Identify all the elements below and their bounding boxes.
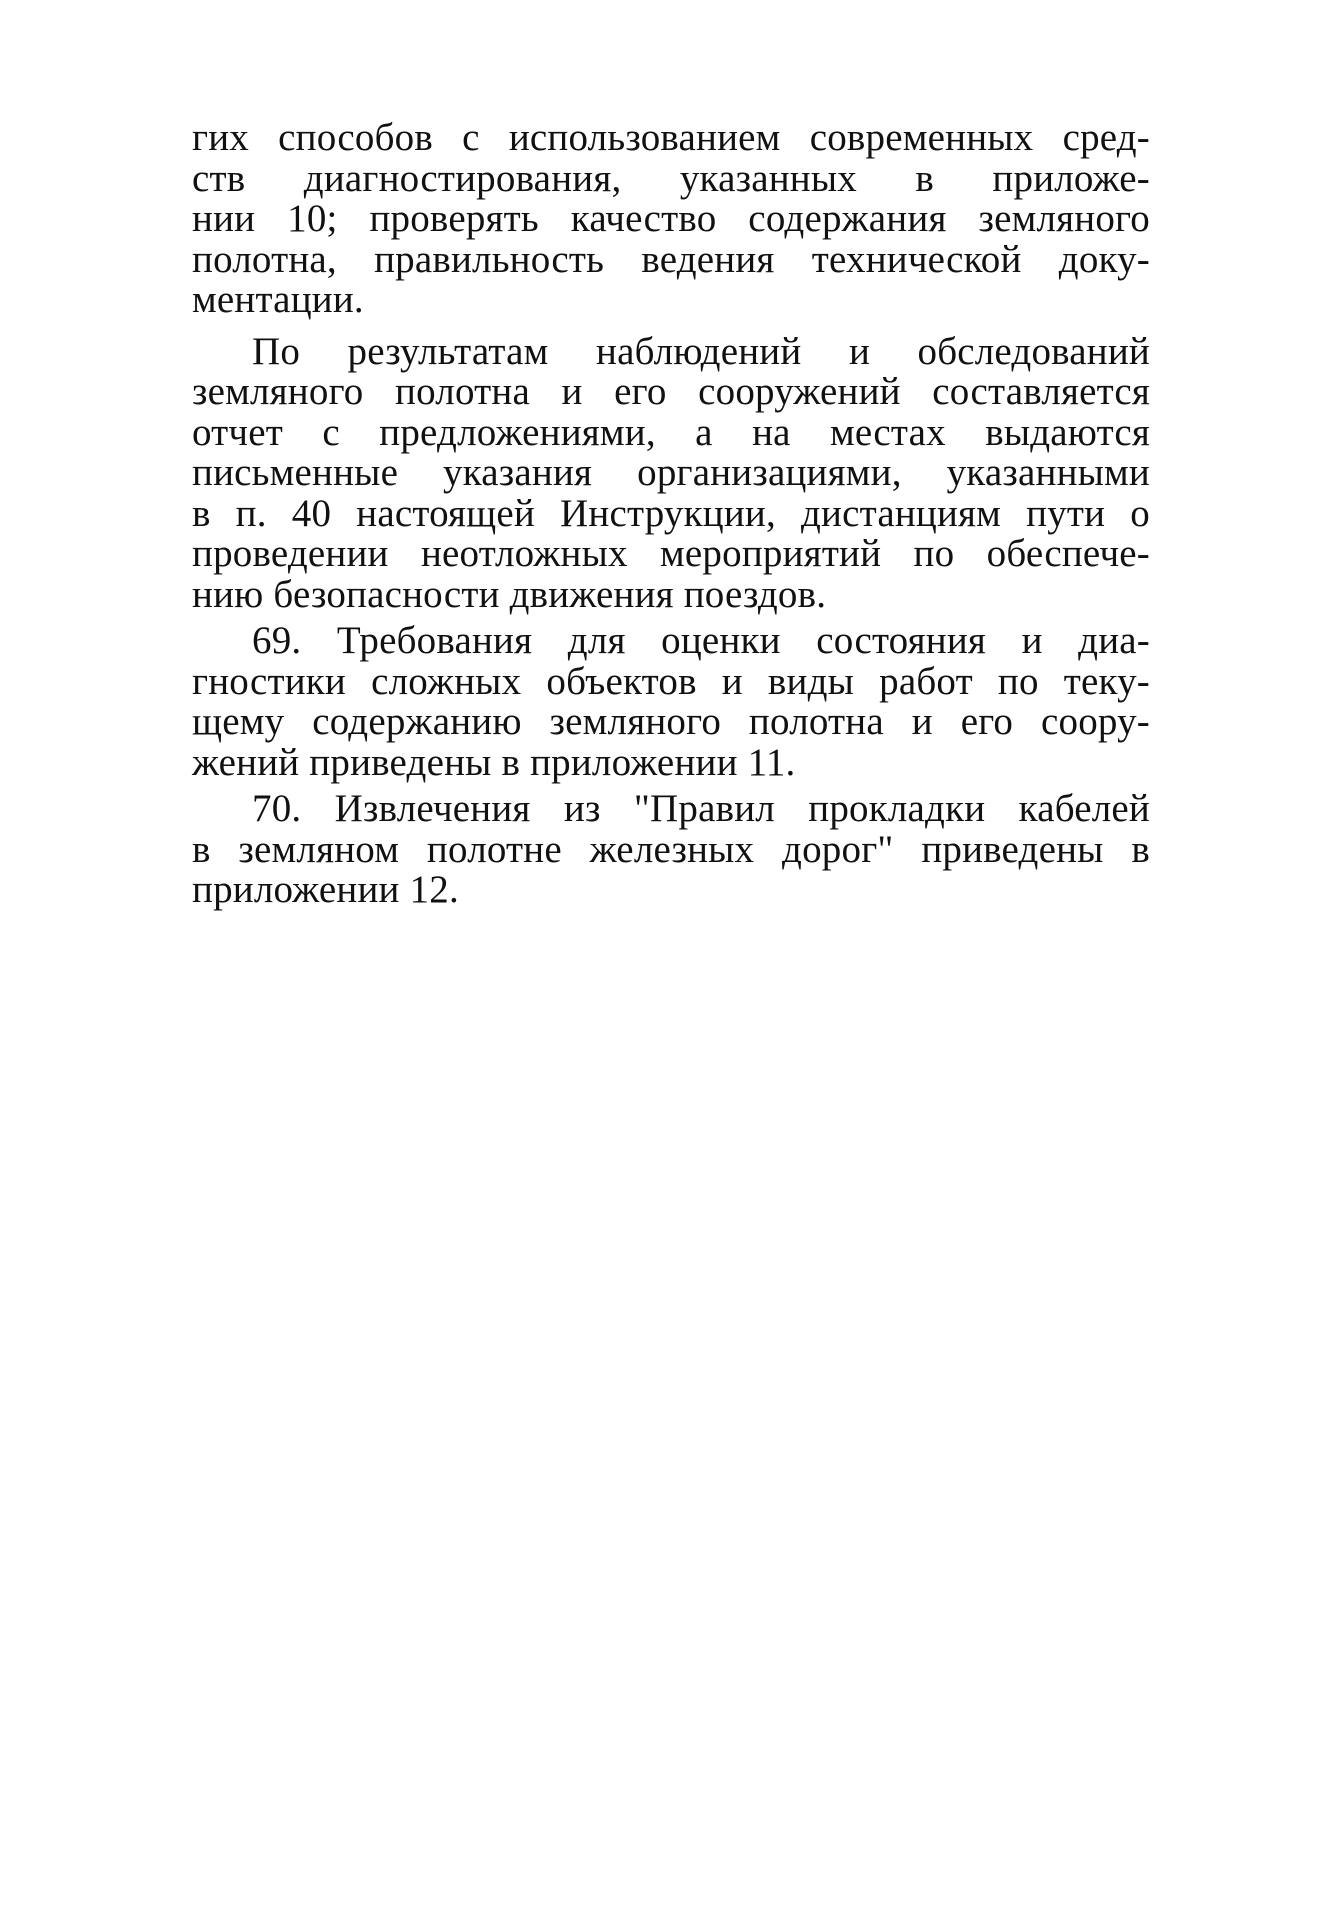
text-line: гностики сложных объектов и виды работ по теку- <box>192 659 1150 703</box>
paragraph-results <box>192 329 1150 616</box>
text-line: жений приведены в приложении 11. <box>192 740 796 784</box>
paragraph-item-69 <box>192 621 1150 783</box>
text-line: ств диагностирования, указанных в приложе- <box>192 156 1150 200</box>
paragraph-item-70 <box>192 789 1150 911</box>
text-line: нию безопасности движения поездов. <box>192 572 827 616</box>
text-line: в земляном полотне железных дорог" приведены в <box>192 827 1150 871</box>
text-line: гих способов с использованием современных сред- <box>192 116 1150 159</box>
text-line: По результатам наблюдений и обследований <box>252 329 1150 373</box>
text-line: земляного полотна и его сооружений составляется <box>192 370 1150 413</box>
text-line: отчет с предложениями, а на местах выдаются <box>192 410 1150 454</box>
body-text <box>192 118 1150 911</box>
text-line: приложении 12. <box>192 868 459 911</box>
text-line: нии 10; проверять качество содержания земляного <box>192 197 1150 240</box>
text-line: ментации. <box>192 278 364 321</box>
text-line: проведении неотложных мероприятий по обеспече- <box>192 532 1150 575</box>
text-line: 69. Требования для оценки состояния и диа- <box>252 619 1150 662</box>
text-line: щему содержанию земляного полотна и его соору- <box>192 700 1150 743</box>
text-line: в п. 40 настоящей Инструкции, дистанциям пути о <box>192 491 1150 535</box>
paragraph-continuation <box>192 118 1150 321</box>
text-line: письменные указания организациями, указанными <box>192 451 1150 494</box>
text-line: 70. Извлечения из "Правил прокладки кабелей <box>252 787 1150 830</box>
text-line: полотна, правильность ведения технической доку- <box>192 237 1150 281</box>
